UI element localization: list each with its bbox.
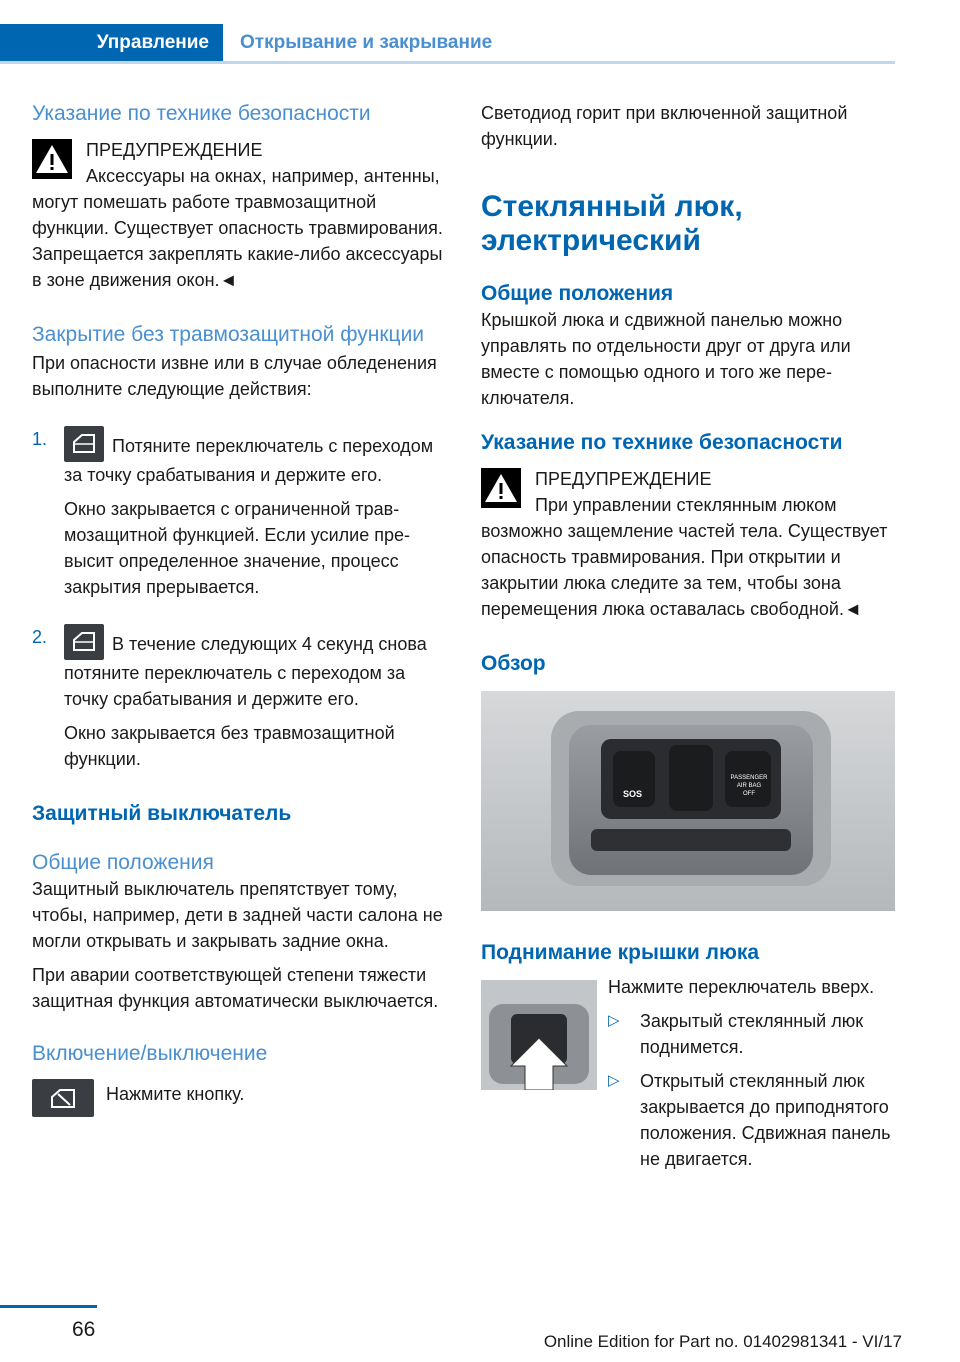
- raise-roof-heading: Поднимание крышки люка: [481, 941, 760, 964]
- warning-block: [481, 466, 896, 622]
- header-rule: [0, 61, 895, 64]
- header-tab-control[interactable]: Управление: [0, 24, 223, 62]
- header-tab-opening-closing[interactable]: Открывание и закрывание: [240, 32, 493, 53]
- page-number: 66: [72, 1318, 96, 1341]
- safety-heading: Указание по технике безопасности: [481, 431, 843, 454]
- bullet-item: [608, 1068, 898, 1172]
- raise-roof-section: [481, 974, 896, 1218]
- warning-label: ПРЕДУПРЕЖДЕНИЕ: [535, 469, 712, 489]
- general-heading: Общие положения: [481, 282, 674, 305]
- edition-text: Online Edition for Part no. 01402981341 - VI/17: [543, 1332, 902, 1351]
- passenger-airbag-off-indicator: [727, 774, 771, 798]
- warning-block: [32, 137, 447, 293]
- step-2: [32, 624, 447, 772]
- safety-heading: Указание по технике безопасности: [32, 102, 371, 125]
- on-off-heading: Включение/выключение: [32, 1042, 268, 1065]
- bullet-marker: ▷: [608, 1012, 620, 1029]
- sos-button[interactable]: SOS: [623, 789, 643, 799]
- page-header: [0, 24, 895, 62]
- window-switch-icon: [64, 426, 104, 462]
- led-text: Светодиод горит при включенной защитной функции.: [481, 103, 848, 149]
- airbag-label: AIR BAG: [736, 783, 762, 789]
- warning-text: При управлении стеклянным люком возможно защемление частей тела. Существует опасность травмирования. При открытии и закрытии люка следите за тем, чтобы зона перемещения люка оставалась свободной.◄: [481, 495, 888, 619]
- child-lock-button-icon: [32, 1079, 94, 1117]
- warning-label: ПРЕДУПРЕЖДЕНИЕ: [86, 140, 263, 160]
- window-switch-icon: [64, 624, 104, 660]
- step-number: 2.: [32, 627, 48, 647]
- warning-text: Аксессуары на окнах, например, антенны, могут помешать работе травмозащитной функции. Существует опасность травмирования. Запрещается закреплять какие-либо аксессуары в зоне движения окон.◄: [32, 166, 443, 290]
- step-result: Окно закрывается без травмозащитной функции.: [64, 723, 395, 769]
- general-heading: Общие положения: [32, 851, 214, 874]
- close-intro: При опасности извне или в случае обледенения выполните следующие действия:: [32, 353, 437, 399]
- bullet-item: [608, 1008, 898, 1060]
- overhead-console-illustration: [481, 691, 895, 911]
- sunroof-switch-photo: [481, 980, 597, 1090]
- left-column: [32, 100, 447, 1119]
- overhead-console-photo: [481, 691, 895, 911]
- step-number: 1.: [32, 429, 48, 449]
- bullet-text: Открытый стеклянный люк закрывается до приподнятого положения. Сдвижная панель не двигается.: [640, 1071, 891, 1169]
- step-result: Окно закрывается с ограниченной травмозащитной функцией. Если усилие превысит определенное значение, процесс закрытия прерывается.: [64, 499, 410, 597]
- warning-icon: [32, 139, 72, 179]
- off-label: OFF: [743, 791, 755, 797]
- footer-bar: [0, 1305, 97, 1308]
- raise-roof-text-block: [608, 974, 898, 1172]
- right-column: [481, 100, 896, 1218]
- passenger-label: PASSENGER: [730, 775, 768, 781]
- press-button-text: Нажмите кнопку.: [106, 1084, 245, 1104]
- step-text: В течение следующих 4 секунд снова потяните переключатель с переходом за точку срабатывания и держите его.: [64, 634, 427, 709]
- raise-instruction: Нажмите переключатель вверх.: [608, 977, 875, 997]
- close-without-protection-heading: Закрытие без травмозащитной функции: [32, 323, 425, 346]
- on-off-row: [32, 1079, 447, 1119]
- bullet-marker: ▷: [608, 1072, 620, 1089]
- safety-switch-p2: При аварии соответствующей степени тяжести защитная функция автоматически выключается.: [32, 965, 439, 1011]
- overview-heading: Обзор: [481, 652, 546, 675]
- bullet-text: Закрытый стеклянный люк поднимется.: [640, 1011, 864, 1057]
- step-text: Потяните переключатель с переходом за точку срабатывания и держите его.: [64, 436, 434, 485]
- sunroof-general-text: Крышкой люка и сдвижной панелью можно управлять по отдельности друг от друга или вместе с помощью одного и того же переключателя.: [481, 310, 851, 408]
- step-1: [32, 426, 447, 600]
- safety-switch-p1: Защитный выключатель препятствует тому, чтобы, например, дети в задней части салона не могли открывать и закрывать задние окна.: [32, 879, 443, 951]
- safety-switch-heading: Защитный выключатель: [32, 802, 292, 825]
- warning-icon: [481, 468, 521, 508]
- sunroof-switch-illustration: [481, 980, 597, 1090]
- sunroof-heading: Стеклянный люк, электрический: [481, 190, 743, 257]
